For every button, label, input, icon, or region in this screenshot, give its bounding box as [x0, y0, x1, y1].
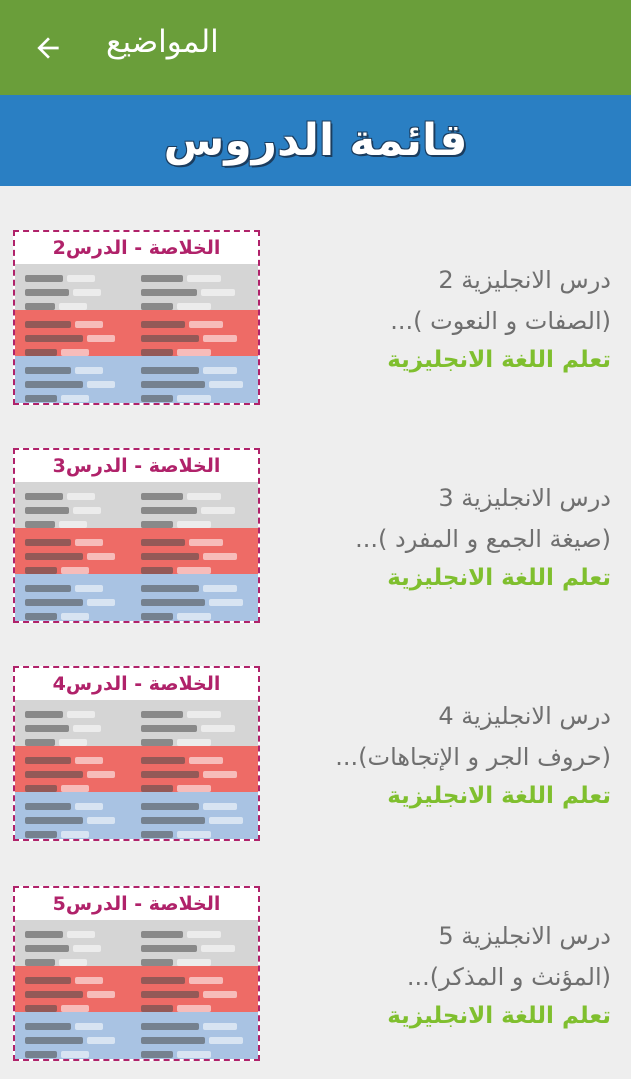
- thumbnail-band: [15, 792, 258, 841]
- thumbnail-title: الخلاصة - الدرس3: [15, 450, 258, 482]
- lesson-thumbnail: [13, 886, 260, 1061]
- thumbnail-band: [15, 1012, 258, 1061]
- lesson-subtitle: تعلم اللغة الانجليزية: [387, 1003, 611, 1029]
- thumbnail-band: [15, 310, 258, 356]
- lesson-description: (صيغة الجمع و المفرد )...: [355, 525, 611, 553]
- lesson-subtitle: تعلم اللغة الانجليزية: [387, 565, 611, 591]
- lesson-subtitle: تعلم اللغة الانجليزية: [387, 347, 611, 373]
- thumbnail-band: [15, 920, 258, 966]
- lesson-text: [291, 478, 611, 596]
- lesson-title: درس الانجليزية 2: [438, 266, 611, 294]
- lesson-title: درس الانجليزية 3: [438, 484, 611, 512]
- lesson-description: (الصفات و النعوت )...: [390, 307, 611, 335]
- thumbnail-title: الخلاصة - الدرس4: [15, 668, 258, 700]
- back-button[interactable]: [28, 28, 68, 68]
- banner-title: قائمة الدروس: [163, 115, 468, 166]
- lesson-thumbnail: [13, 666, 260, 841]
- lesson-title: درس الانجليزية 4: [438, 702, 611, 730]
- app-bar: [0, 0, 631, 95]
- thumbnail-band: [15, 966, 258, 1012]
- lesson-text: [271, 696, 611, 814]
- lesson-item[interactable]: [0, 886, 631, 1079]
- thumbnail-band: [15, 264, 258, 310]
- lesson-item[interactable]: [0, 448, 631, 648]
- thumbnail-band: [15, 574, 258, 623]
- lesson-description: (حروف الجر و الإتجاهات)...: [335, 743, 611, 771]
- lesson-item[interactable]: [0, 666, 631, 866]
- lessons-banner: [0, 95, 631, 186]
- arrow-back-icon: [32, 32, 64, 64]
- thumbnail-band: [15, 356, 258, 405]
- lesson-thumbnail: [13, 448, 260, 623]
- thumbnail-title: الخلاصة - الدرس5: [15, 888, 258, 920]
- thumbnail-band: [15, 528, 258, 574]
- lesson-subtitle: تعلم اللغة الانجليزية: [387, 783, 611, 809]
- lesson-text: [291, 260, 611, 378]
- lesson-thumbnail: [13, 230, 260, 405]
- thumbnail-band: [15, 746, 258, 792]
- lesson-item[interactable]: [0, 230, 631, 430]
- lesson-title: درس الانجليزية 5: [438, 922, 611, 950]
- app-bar-title: المواضيع: [106, 24, 219, 60]
- thumbnail-band: [15, 482, 258, 528]
- thumbnail-band: [15, 700, 258, 746]
- lesson-description: (المؤنث و المذكر)...: [406, 963, 611, 991]
- thumbnail-title: الخلاصة - الدرس2: [15, 232, 258, 264]
- lesson-text: [291, 916, 611, 1034]
